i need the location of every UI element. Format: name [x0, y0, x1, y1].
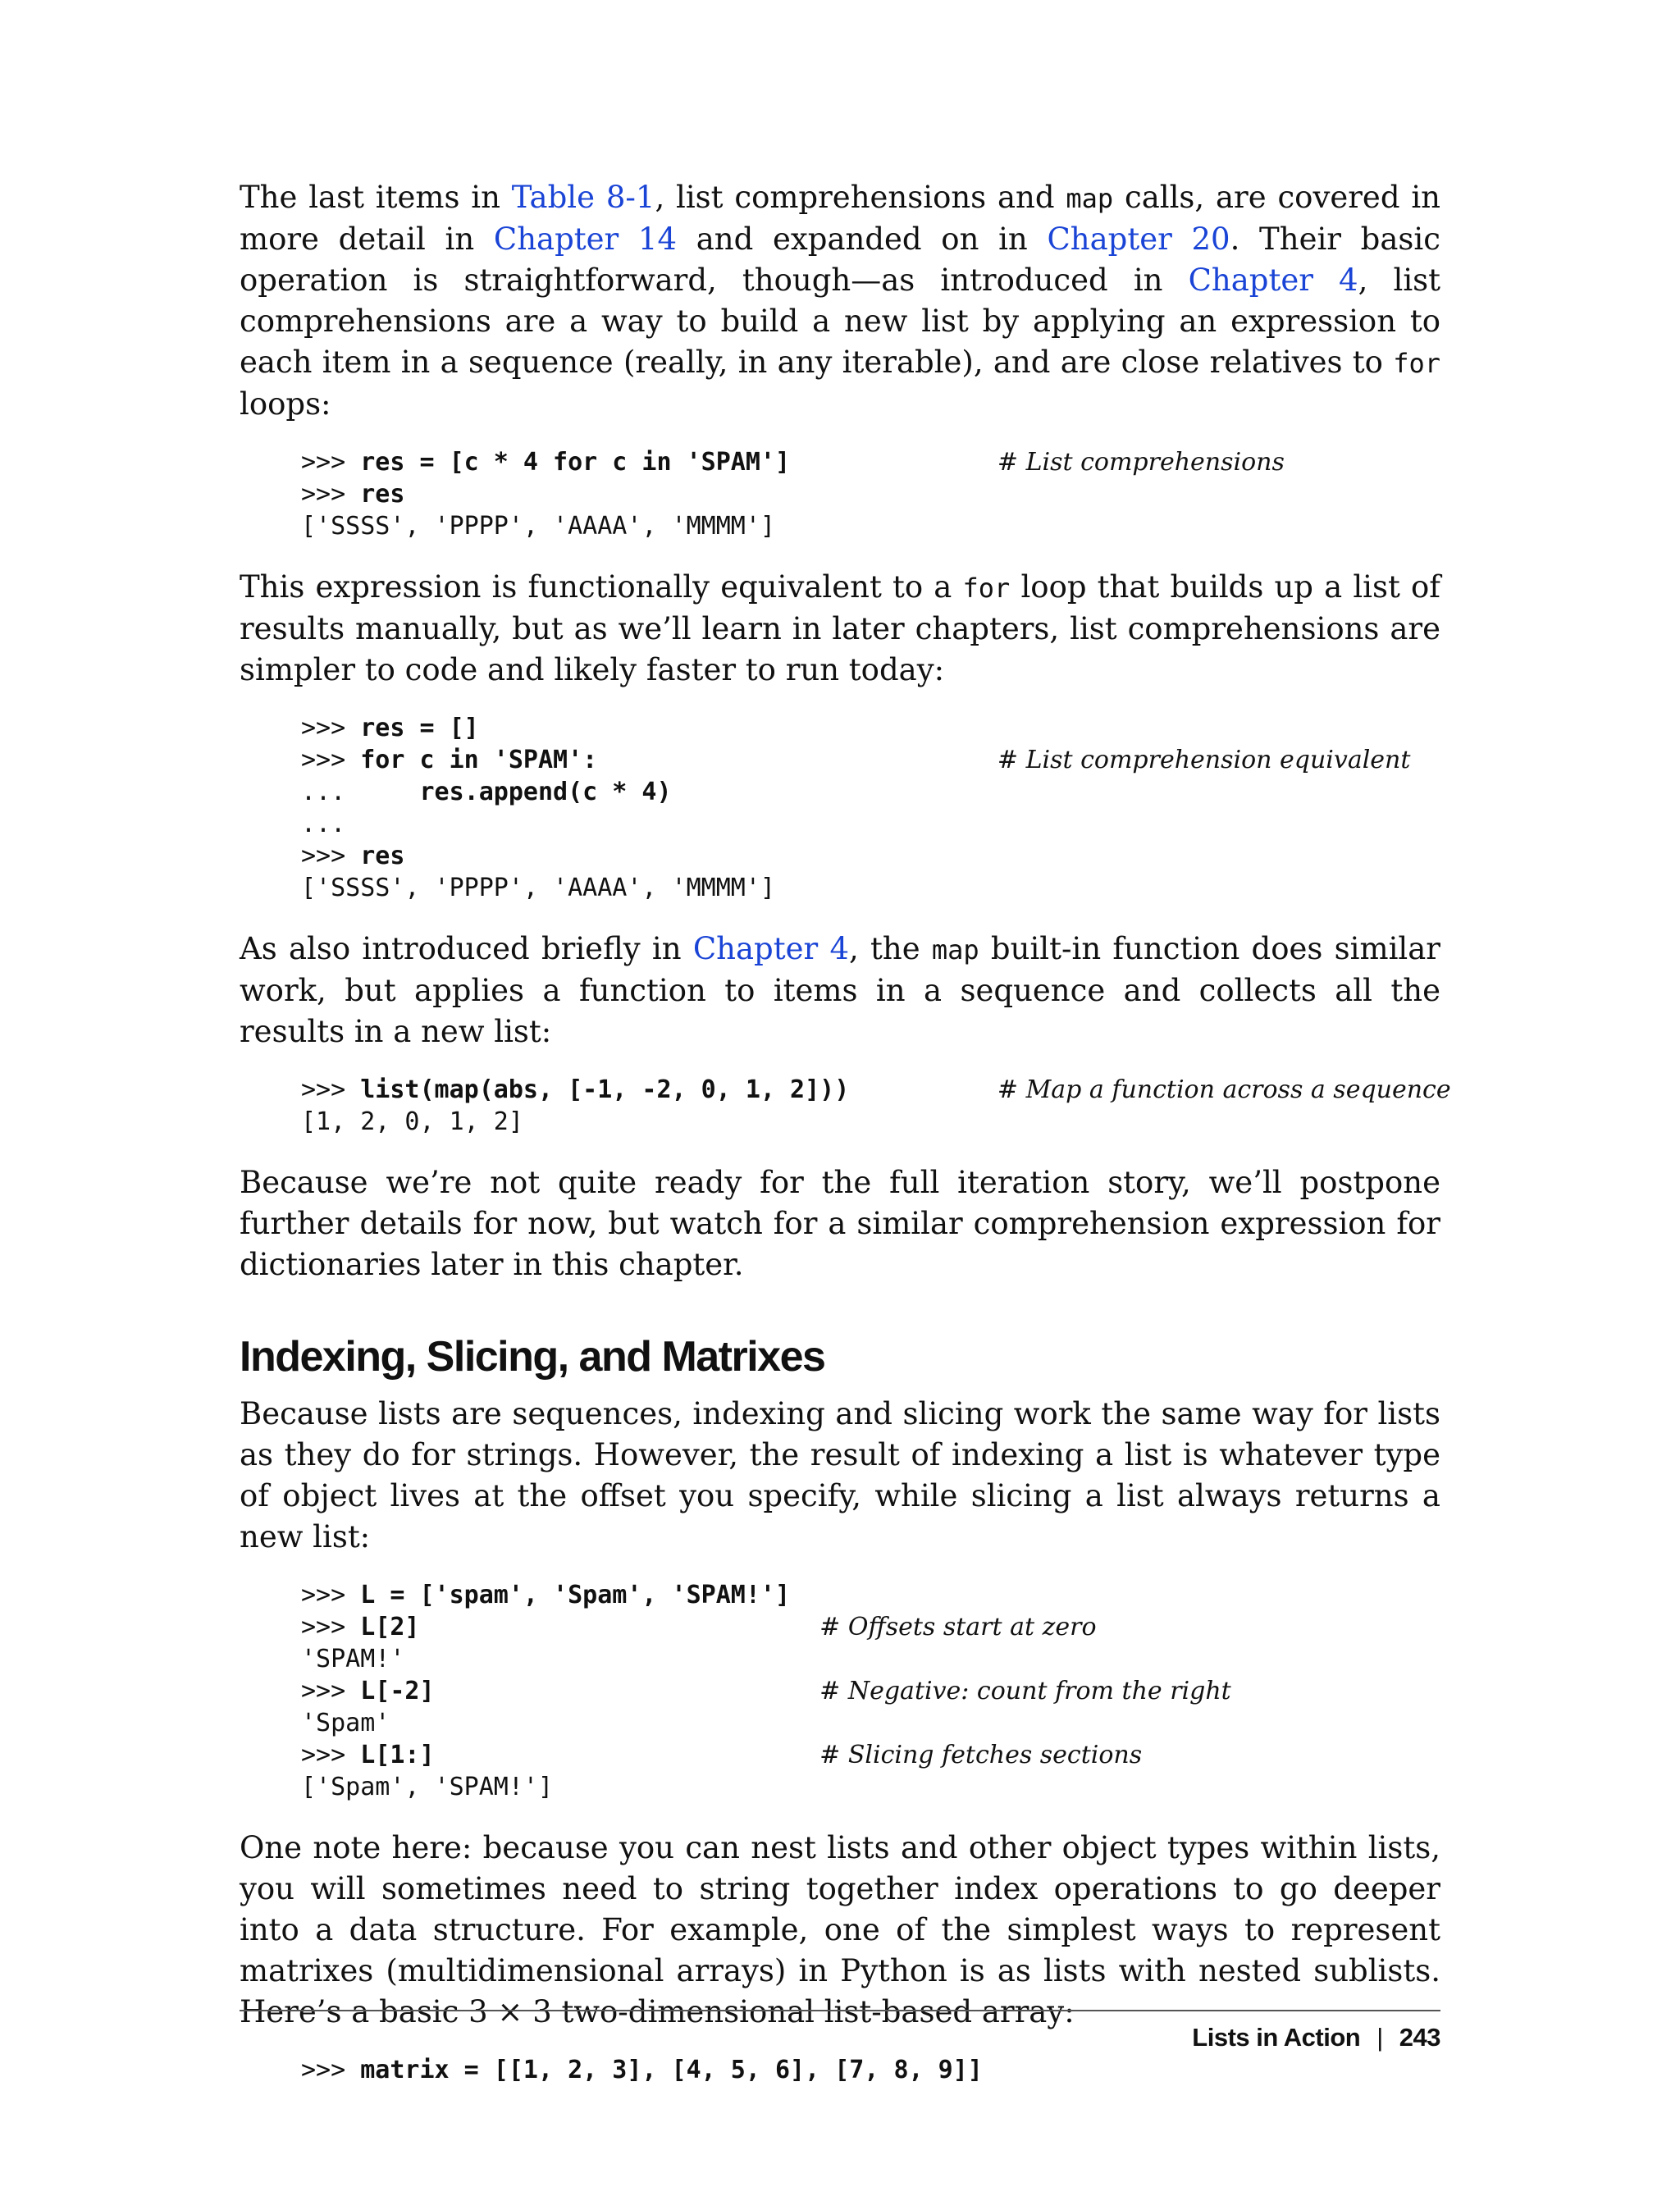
- code-input: for c in 'SPAM':: [360, 746, 598, 774]
- prompt: >>>: [301, 746, 361, 774]
- spacer: [420, 1613, 820, 1641]
- text: , list comprehensions and: [655, 180, 1066, 215]
- prompt: >>>: [301, 1075, 361, 1104]
- code-line: [301, 1675, 1440, 1707]
- code-line: [301, 1106, 1440, 1138]
- code-line: [301, 1579, 1440, 1611]
- code-input: L[2]: [360, 1613, 420, 1641]
- text: calls, are covered in more detail in: [240, 180, 1440, 257]
- paragraph-postpone-details: [240, 1162, 1440, 1285]
- prompt: >>>: [301, 1741, 361, 1769]
- page-footer: [1192, 2023, 1440, 2052]
- spacer: [849, 1075, 998, 1104]
- text: Because we’re not quite ready for the full iteration story, we’ll postpone further details for now, but watch for a similar comprehension expression for dictionaries later in this chapter.: [240, 1165, 1440, 1282]
- code-comment: # List comprehensions: [997, 448, 1285, 477]
- text: The last items in: [240, 180, 512, 215]
- code-line: [301, 1611, 1440, 1643]
- paragraph-nested-lists-matrix: [240, 1828, 1440, 2033]
- code-input: L = ['spam', 'Spam', 'SPAM!']: [360, 1581, 791, 1609]
- code-comment: # Negative: count from the right: [819, 1677, 1231, 1705]
- text: loop that builds up a list of results manually, but as we’ll learn in later chapters, list comprehensions are simpler to code and likely faster to run today:: [240, 569, 1440, 687]
- code-line: [301, 776, 1440, 808]
- prompt: >>>: [301, 2056, 361, 2084]
- inline-code-for: for: [962, 573, 1011, 604]
- footer-divider: [240, 2010, 1440, 2011]
- code-input: res.append(c * 4): [419, 778, 672, 806]
- link-chapter-20[interactable]: Chapter 20: [1047, 221, 1230, 257]
- text: One note here: because you can nest lists and other object types within lists, you will sometimes need to string together index operations to go deeper into a data structure. For example, one of the simplest ways to represent matrixes (multidimensional arrays) in Python is as lists with nested sublists. Here’s a basic 3 × 3 two-dimensional list-based array:: [240, 1830, 1440, 2029]
- code-input: res: [360, 842, 405, 870]
- prompt: >>>: [301, 714, 361, 742]
- code-output: ['SSSS', 'PPPP', 'AAAA', 'MMMM']: [301, 512, 775, 541]
- code-line: [301, 744, 1440, 776]
- text: built-in function does similar work, but applies a function to items in a sequence and collects all the results in a new list:: [240, 931, 1440, 1049]
- code-line: [301, 808, 1440, 840]
- prompt: ...: [301, 810, 346, 838]
- code-input: list(map(abs, [-1, -2, 0, 1, 2])): [360, 1075, 850, 1104]
- prompt: >>>: [301, 1581, 361, 1609]
- link-chapter-4[interactable]: Chapter 4: [1188, 262, 1358, 298]
- text: Because lists are sequences, indexing and slicing work the same way for lists as they do for strings. However, the result of indexing a list is whatever type of object lives at the offset you specify, while slicing a list always returns a new list:: [240, 1396, 1440, 1554]
- code-line: [301, 1643, 1440, 1675]
- code-input: L[1:]: [360, 1741, 435, 1769]
- code-block-indexing: [301, 1579, 1440, 1803]
- code-comment: # Slicing fetches sections: [819, 1741, 1143, 1769]
- text: . Their basic operation is straightforward, though—as introduced in: [240, 221, 1440, 298]
- spacer: [435, 1741, 820, 1769]
- code-input: res: [360, 480, 405, 509]
- code-line: [301, 2054, 1440, 2086]
- code-output: ['SSSS', 'PPPP', 'AAAA', 'MMMM']: [301, 874, 775, 902]
- code-line: [301, 1074, 1451, 1106]
- code-block-list-comprehension: [301, 446, 1440, 542]
- prompt: >>>: [301, 480, 361, 509]
- code-line: [301, 840, 1440, 872]
- prompt: >>>: [301, 842, 361, 870]
- page-number: 243: [1399, 2023, 1440, 2052]
- prompt: >>>: [301, 448, 361, 477]
- spacer: [790, 448, 998, 477]
- footer-separator: |: [1376, 2023, 1383, 2052]
- code-input: matrix = [[1, 2, 3], [4, 5, 6], [7, 8, 9]]: [360, 2056, 983, 2084]
- code-comment: # Offsets start at zero: [819, 1613, 1097, 1641]
- paragraph-map-builtin: [240, 929, 1440, 1052]
- code-block-map: [301, 1074, 1451, 1138]
- prompt: >>>: [301, 1677, 361, 1705]
- prompt: ...: [301, 778, 420, 806]
- code-output: [1, 2, 0, 1, 2]: [301, 1107, 523, 1136]
- code-input: res = [c * 4 for c in 'SPAM']: [360, 448, 791, 477]
- code-comment: # List comprehension equivalent: [997, 746, 1411, 774]
- code-line: [301, 712, 1440, 744]
- link-chapter-14[interactable]: Chapter 14: [493, 221, 678, 257]
- code-line: [301, 1707, 1440, 1739]
- code-block-for-loop: [301, 712, 1440, 904]
- inline-code-map: map: [931, 934, 979, 966]
- code-line: [301, 478, 1440, 510]
- code-line: [301, 1771, 1440, 1803]
- paragraph-indexing-slicing: [240, 1394, 1440, 1558]
- code-line: [301, 872, 1440, 904]
- text: and expanded on in: [677, 221, 1048, 257]
- spacer: [597, 746, 998, 774]
- code-output: 'Spam': [301, 1709, 390, 1737]
- inline-code-map: map: [1066, 183, 1114, 214]
- text: , the: [848, 931, 932, 966]
- paragraph-list-comprehensions-intro: [240, 177, 1440, 425]
- section-heading: Indexing, Slicing, and Matrixes: [240, 1333, 825, 1381]
- text: , list comprehensions are a way to build a new list by applying an expression to each item in a sequence (really, in any iterable), and are close relatives to: [240, 262, 1441, 380]
- code-output: 'SPAM!': [301, 1645, 405, 1673]
- link-table-8-1[interactable]: Table 8-1: [511, 180, 655, 215]
- spacer: [435, 1677, 820, 1705]
- code-block-matrix: [301, 2054, 1440, 2086]
- text: loops:: [240, 386, 331, 422]
- text: This expression is functionally equivalent to a: [240, 569, 963, 605]
- paragraph-for-loop-equivalent: [240, 567, 1440, 691]
- footer-section-title: Lists in Action: [1192, 2023, 1361, 2052]
- code-comment: # Map a function across a sequence: [997, 1075, 1451, 1104]
- code-line: [301, 1739, 1440, 1771]
- link-chapter-4[interactable]: Chapter 4: [692, 931, 849, 966]
- code-line: [301, 446, 1440, 478]
- code-output: ['Spam', 'SPAM!']: [301, 1773, 554, 1801]
- code-input: res = []: [360, 714, 479, 742]
- page-content: [240, 177, 1451, 2111]
- code-input: L[-2]: [360, 1677, 435, 1705]
- inline-code-for: for: [1393, 348, 1440, 379]
- prompt: >>>: [301, 1613, 361, 1641]
- text: As also introduced briefly in: [240, 931, 693, 966]
- code-line: [301, 510, 1440, 542]
